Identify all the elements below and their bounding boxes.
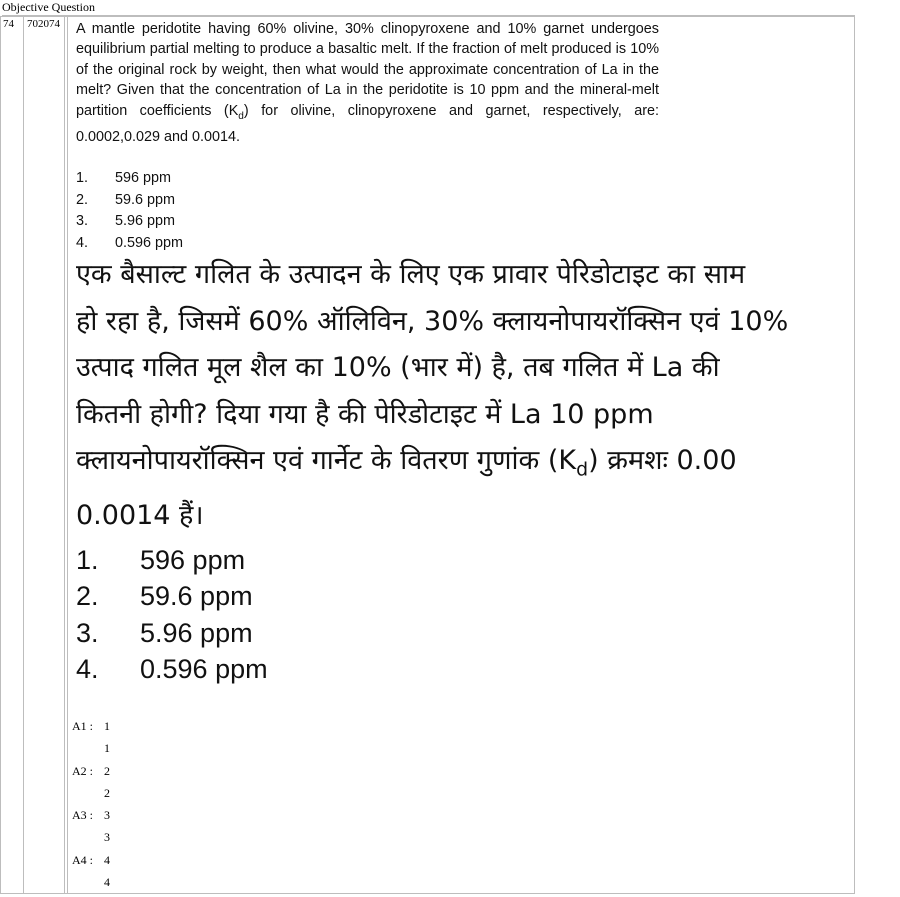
option-number: 2. — [76, 581, 99, 612]
question-text-english: A mantle peridotite having 60% olivine, 30% clinopyroxene and 10% garnet undergoes equilibrium partial melting to produce a basaltic melt. If the fraction of melt produced is 10% of the original rock by weight, then what would the approximate concentration of La in the melt? Given that the concentration of La in the peridotite is 10 ppm and the mineral-melt partition coefficients $(K_d)$ for olivine, clinopyroxene and garnet, respectively, are: 0.0002,0.029 and 0.0014. — [76, 21, 660, 145]
option-text: 596 ppm — [140, 545, 246, 575]
option-hindi-3 — [76, 615, 268, 651]
answer-sub-4 — [72, 871, 110, 893]
answer-sub-1 — [72, 737, 110, 759]
option-text: 59.6 ppm — [115, 191, 176, 208]
hindi-line: हो रहा है, जिसमें 60% ऑलिविन, 30% क्लायनोपायरॉक्सिन एवं 10% — [76, 305, 789, 337]
answer-value: 3 — [104, 808, 110, 823]
answer-label: A1 : — [72, 719, 93, 733]
answer-label: A2 : — [72, 763, 93, 778]
answer-sub-value: 4 — [104, 875, 110, 890]
option-text: 59.6 ppm — [140, 581, 253, 612]
question-type-header — [2, 0, 855, 16]
option-text: 5.96 ppm — [115, 213, 176, 230]
options-english — [76, 168, 183, 255]
answer-sub-3 — [72, 826, 110, 848]
question-id-cell — [25, 17, 65, 893]
kd-subscript: d — [576, 458, 589, 481]
option-text: 596 ppm — [115, 170, 172, 186]
option-number: 1. — [76, 545, 99, 575]
answer-sub-value: 2 — [104, 785, 110, 800]
question-id: 702074 — [27, 18, 60, 30]
content-cell-border — [67, 17, 70, 893]
option-text: 0.596 ppm — [115, 235, 184, 252]
option-number: 3. — [76, 213, 89, 230]
answer-row-1 — [72, 715, 110, 737]
option-number: 2. — [76, 191, 89, 208]
answer-value: 4 — [104, 852, 110, 867]
answer-sub-value: 1 — [104, 741, 110, 756]
question-text-hindi — [76, 252, 855, 539]
option-english-2 — [76, 190, 183, 212]
answer-row-4 — [72, 849, 110, 871]
option-english-1 — [76, 168, 183, 190]
option-text: 0.596 ppm — [140, 653, 268, 684]
kd-subscript: d — [238, 110, 244, 122]
hindi-line: कितनी होगी? दिया गया है की पेरिडोटाइट में La 10 ppm — [76, 398, 654, 430]
options-hindi — [76, 542, 268, 687]
hindi-line: उत्पाद गलित मूल शैल का 10% (भार में) है, तब गलित में La की — [76, 352, 720, 383]
question-type-label: Objective Question — [2, 0, 95, 14]
option-english-3 — [76, 211, 183, 233]
answer-label: A3 : — [72, 808, 93, 823]
option-number: 3. — [76, 617, 99, 648]
hindi-line: 0.0014 हैं। — [76, 499, 204, 531]
question-number: 74 — [3, 18, 14, 30]
option-number: 1. — [76, 170, 89, 186]
answer-sub-value: 3 — [104, 830, 110, 845]
answer-row-3 — [72, 804, 110, 826]
option-number: 4. — [76, 235, 89, 252]
answer-value: 2 — [104, 763, 110, 778]
question-number-cell — [1, 17, 24, 893]
answer-key — [72, 715, 110, 893]
answer-value: 1 — [104, 719, 110, 733]
option-hindi-2 — [76, 578, 268, 614]
hindi-line: क्लायनोपायरॉक्सिन एवं गार्नेट के वितरण गुणांक $(K_d)$ क्रमशः 0.00 — [76, 445, 737, 481]
option-hindi-1 — [76, 542, 268, 578]
option-hindi-4 — [76, 651, 268, 687]
answer-label: A4 : — [72, 852, 93, 867]
hindi-line: एक बैसाल्ट गलित के उत्पादन के लिए एक प्रावार पेरिडोटाइट का साम — [76, 259, 746, 290]
answer-row-2 — [72, 760, 110, 782]
answer-sub-2 — [72, 782, 110, 804]
option-number: 4. — [76, 653, 99, 684]
option-text: 5.96 ppm — [140, 617, 253, 648]
